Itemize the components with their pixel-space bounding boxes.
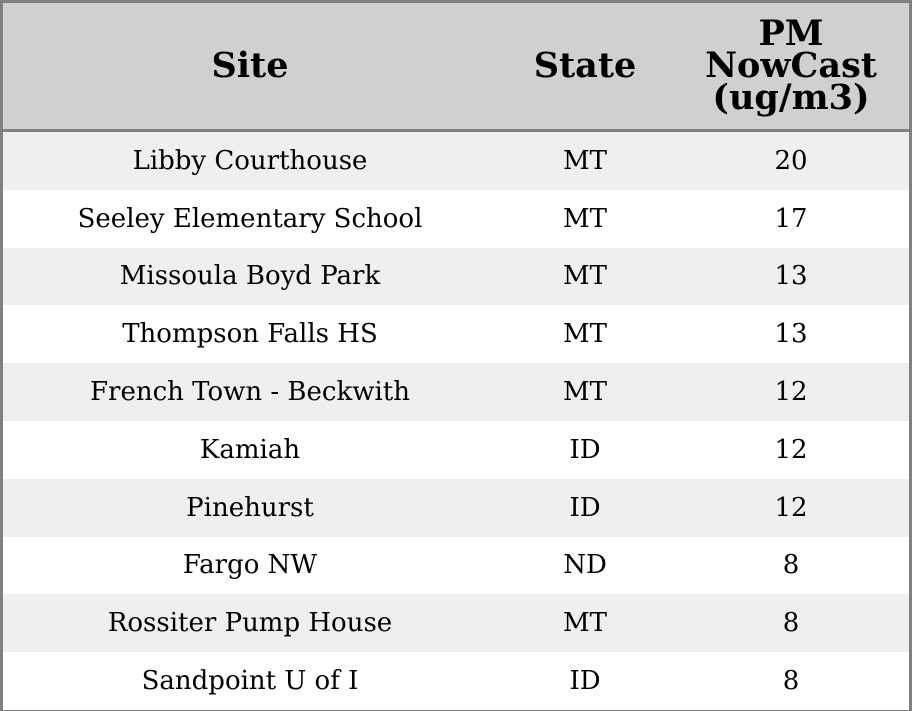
- header-pm-line-3: (ug/m3): [712, 77, 870, 118]
- cell-site: Rossiter Pump House: [107, 608, 393, 639]
- cell-site: Sandpoint U of I: [141, 666, 359, 697]
- table-row: [3, 537, 909, 595]
- cell-state: ID: [569, 492, 601, 523]
- cell-state: MT: [563, 261, 607, 292]
- cell-pm-nowcast: 12: [774, 377, 808, 408]
- table-row: [3, 305, 909, 363]
- cell-site: French Town - Beckwith: [89, 377, 411, 408]
- table-row: [3, 421, 909, 479]
- cell-state: MT: [563, 608, 607, 639]
- cell-pm-nowcast: 20: [774, 145, 808, 176]
- cell-pm-nowcast: 17: [774, 203, 808, 234]
- cell-state: ID: [569, 434, 601, 465]
- cell-site: Pinehurst: [186, 492, 314, 523]
- cell-pm-nowcast: 13: [774, 319, 808, 350]
- cell-state: MT: [563, 145, 607, 176]
- table-body: [3, 132, 909, 710]
- table-row: [3, 594, 909, 652]
- cell-pm-nowcast: 8: [782, 666, 800, 697]
- cell-state: ID: [569, 666, 601, 697]
- table-row: [3, 652, 909, 710]
- header-state: State: [533, 45, 637, 86]
- cell-pm-nowcast: 13: [774, 261, 808, 292]
- cell-pm-nowcast: 12: [774, 492, 808, 523]
- cell-site: Kamiah: [199, 434, 301, 465]
- cell-state: MT: [563, 377, 607, 408]
- cell-state: MT: [563, 319, 607, 350]
- cell-state: ND: [563, 550, 607, 581]
- header-pm-nowcast: [673, 3, 909, 129]
- header-site: Site: [211, 45, 289, 86]
- table-row: [3, 248, 909, 306]
- cell-site: Missoula Boyd Park: [119, 261, 381, 292]
- cell-pm-nowcast: 8: [782, 608, 800, 639]
- table-row: [3, 479, 909, 537]
- cell-site: Thompson Falls HS: [122, 319, 378, 350]
- cell-state: MT: [563, 203, 607, 234]
- table-row: [3, 190, 909, 248]
- cell-site: Libby Courthouse: [132, 145, 368, 176]
- table-row: [3, 363, 909, 421]
- table-header-row: [3, 3, 909, 132]
- header-pm-line-2: NowCast: [705, 45, 877, 86]
- cell-site: Fargo NW: [182, 550, 318, 581]
- cell-pm-nowcast: 8: [782, 550, 800, 581]
- cell-pm-nowcast: 12: [774, 434, 808, 465]
- header-pm-line-1: PM: [758, 13, 824, 54]
- table-row: [3, 132, 909, 190]
- cell-site: Seeley Elementary School: [77, 203, 423, 234]
